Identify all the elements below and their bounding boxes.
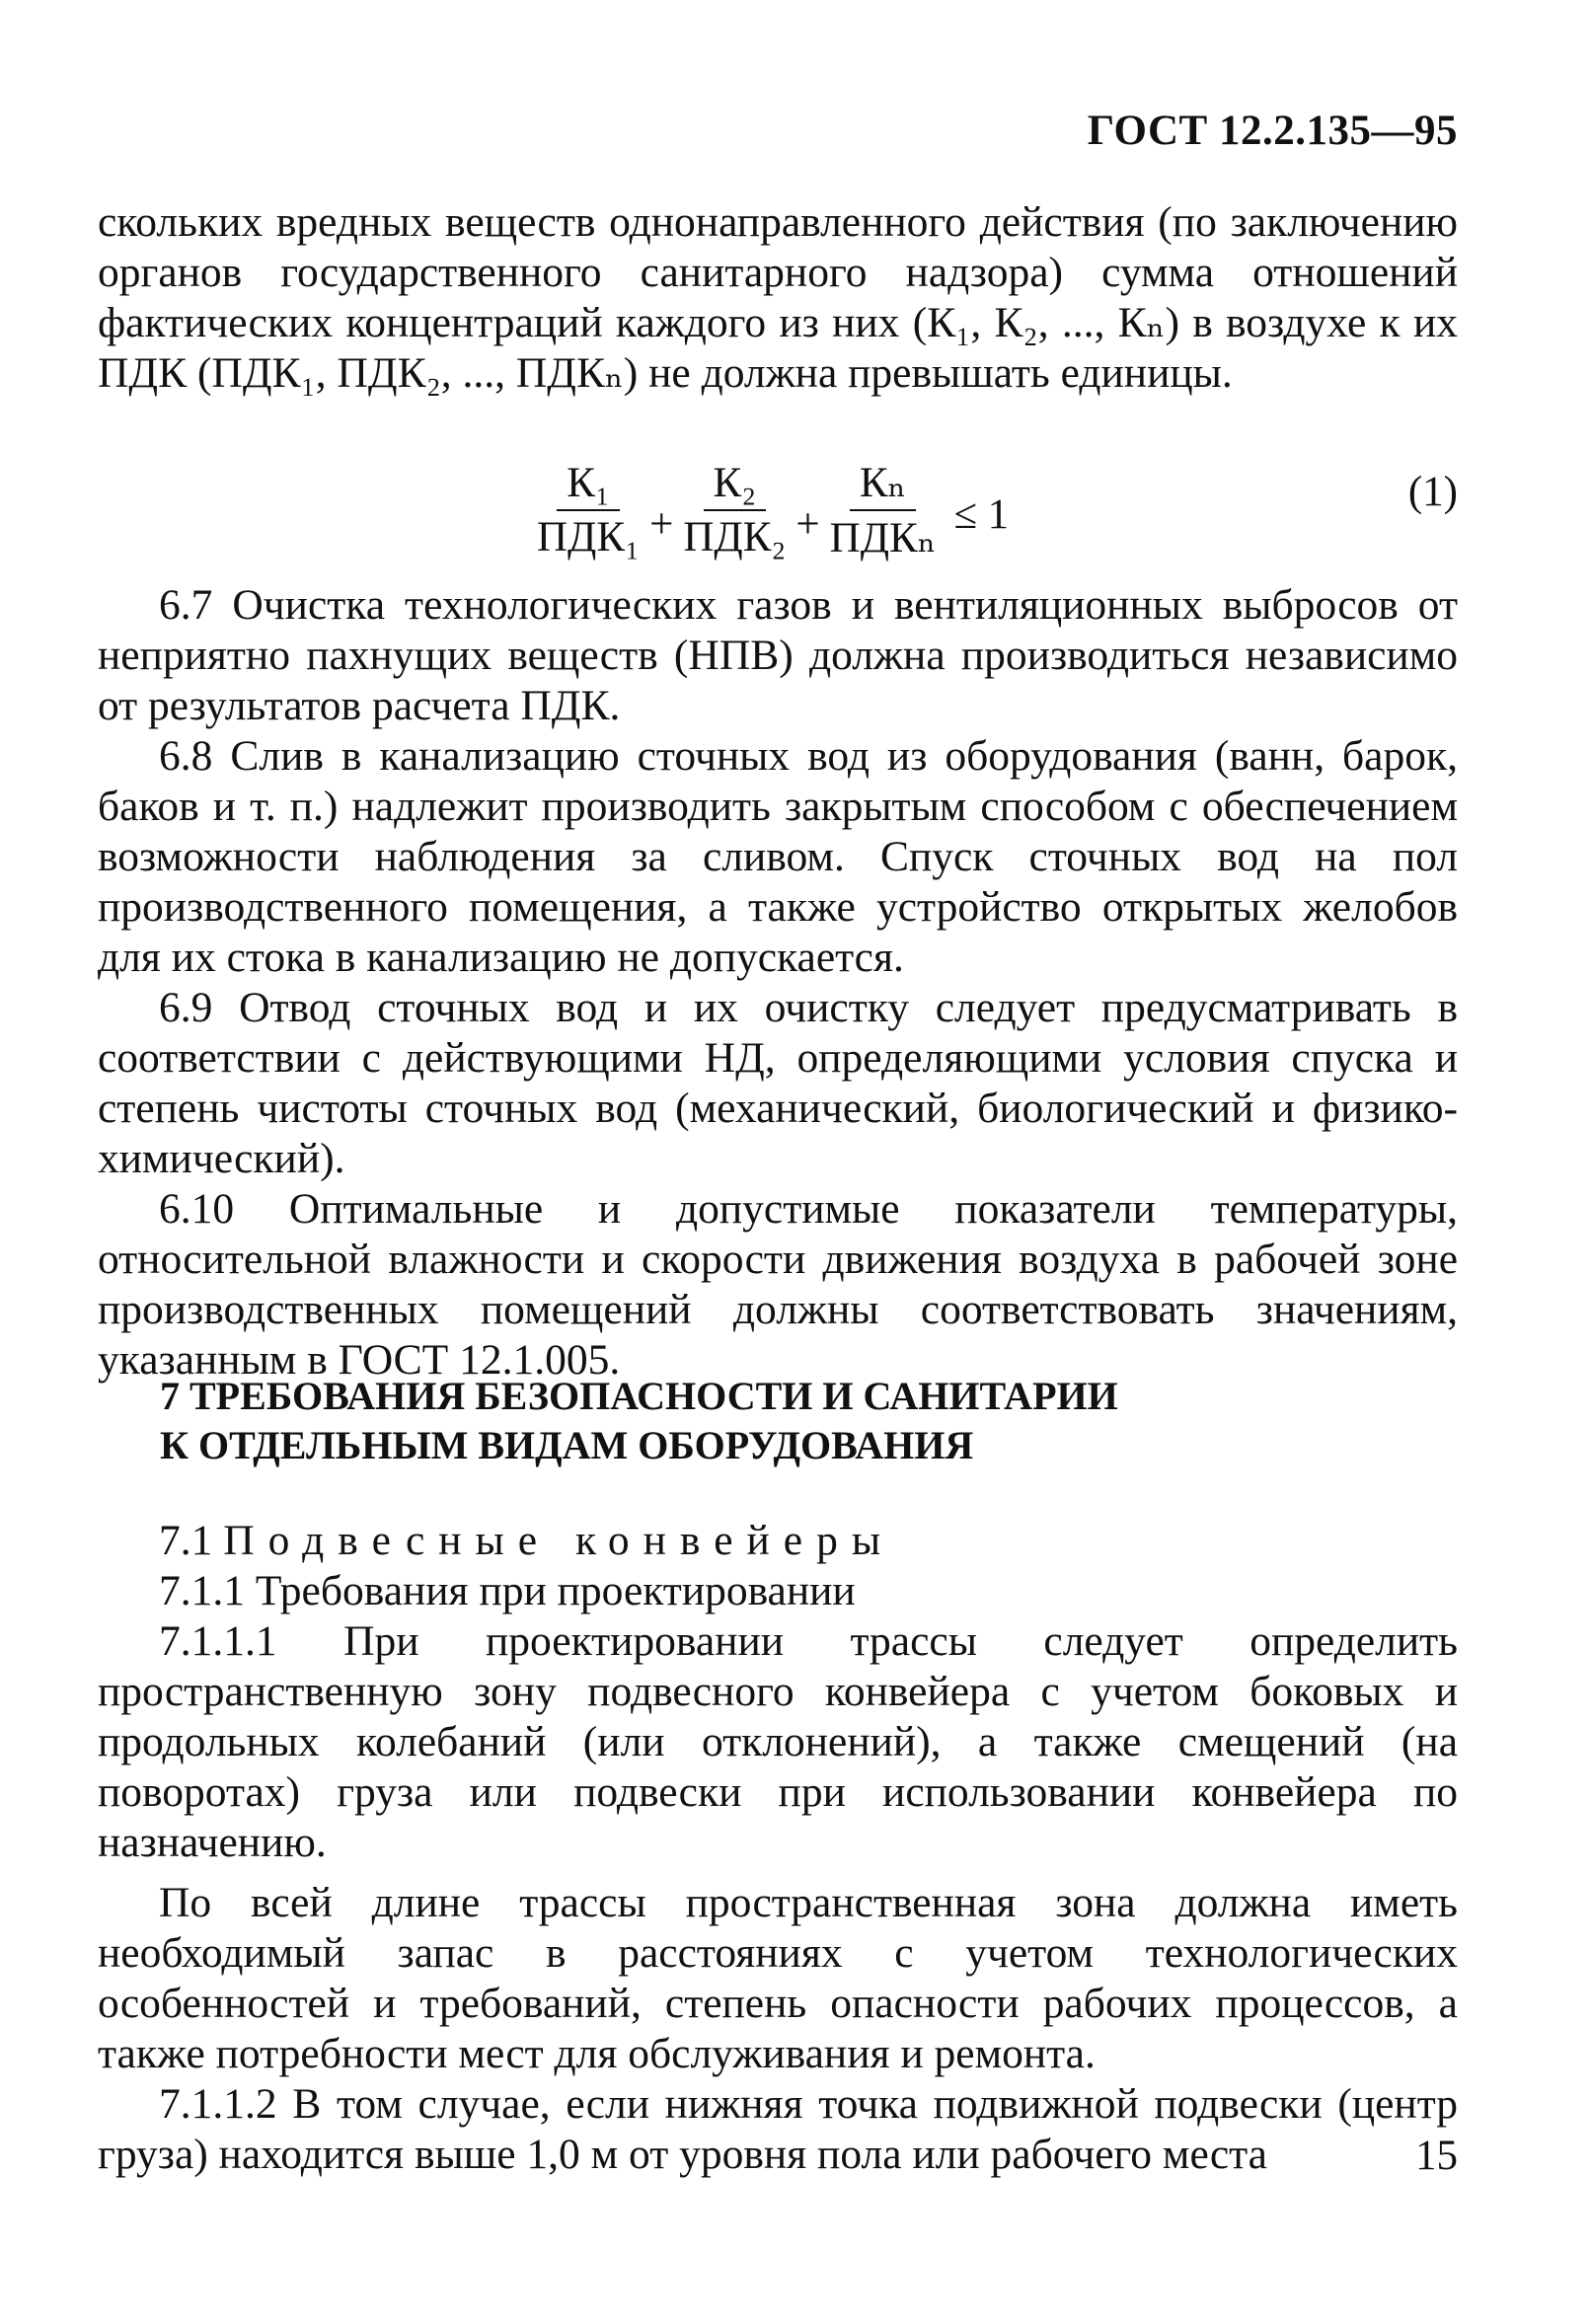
formula-number: (1) (1407, 469, 1458, 515)
page-number: 15 (1415, 2133, 1458, 2179)
subsection-7-1-number: 7.1 (159, 1517, 213, 1564)
intro-paragraph: скольких вредных веществ однонаправленного действия (по заключению органов государственного санитарного надзора) сумма отношений фактических концентраций каждого из них (К₁, К₂, ..., Кₙ) в воздухе к их ПДК (ПДК₁, ПДК₂, ..., ПДКₙ) не должна превышать единицы. (98, 198, 1458, 397)
formula-numerator-2: К₂ (704, 459, 767, 511)
formula-plus-2: + (795, 500, 820, 548)
formula-term-2 (679, 459, 790, 562)
paragraph-6-9: 6.9 Отвод сточных вод и их очистку следует предусматривать в соответствии с действующими НД, определяющими условия спуска и степень чистоты сточных вод (механический, биологический и физико-химический). (98, 984, 1458, 1182)
paragraph-6-8: 6.8 Слив в канализацию сточных вод из оборудования (ванн, барок, баков и т. п.) надлежит производить закрытым способом с обеспечением возможности наблюдения за сливом. Спуск сточных вод на пол производственного помещения, а также устройство открытых желобов для их стока в канализацию не допускается. (98, 732, 1458, 981)
subsection-7-1 (98, 1516, 1458, 1566)
document-code-header: ГОСТ 12.2.135—95 (1087, 108, 1458, 154)
paragraph-7-1-1-2: 7.1.1.2 В том случае, если нижняя точка подвижной подвески (центр груза) находится выше 1,0 м от уровня пола или рабочего места (98, 2080, 1458, 2178)
formula-term-1 (533, 459, 644, 562)
formula-plus-1: + (649, 500, 674, 548)
formula-denominator-2: ПДК₂ (683, 514, 787, 561)
formula-denominator-3: ПДКₙ (829, 515, 937, 562)
section-7-heading-line2: К ОТДЕЛЬНЫМ ВИДАМ ОБОРУДОВАНИЯ (160, 1423, 974, 1467)
formula-numerator-3: Кₙ (850, 458, 916, 511)
paragraph-6-10: 6.10 Оптимальные и допустимые показатели температуры, относительной влажности и скорости движения воздуха в рабочей зоне производственных помещений должны соответствовать значениям, указанным в ГОСТ 12.1.005. (98, 1185, 1458, 1384)
formula-numerator-1: К₁ (557, 459, 620, 511)
intro-paragraph-block (98, 197, 1458, 399)
paragraph-6-7: 6.7 Очистка технологических газов и вентиляционных выбросов от неприятно пахнущих веществ (НПВ) должна производиться независимо от результатов расчета ПДК. (98, 581, 1458, 729)
section7-body (98, 1516, 1458, 2180)
paragraph-7-1-1-1: 7.1.1.1 При проектировании трассы следует определить пространственную зону подвесного конвейера с учетом боковых и продольных колебаний (или отклонений), а также смещений (на поворотах) груза или подвески при использовании конвейера по назначению. (98, 1617, 1458, 1866)
formula-sum-ratios (533, 456, 1009, 564)
formula-denominator-1: ПДК₁ (537, 514, 641, 561)
formula-relation: ≤ 1 (953, 490, 1010, 538)
paragraph-zone-requirements: По всей длине трассы пространственная зона должна иметь необходимый запас в расстояниях с учетом технологических особенностей и требований, степень опасности рабочих процессов, а также потребности мест для обслуживания и ремонта. (98, 1879, 1458, 2077)
subsection-7-1-title: Подвесные конвейеры (223, 1517, 895, 1564)
formula-term-3 (826, 458, 941, 562)
section6-paragraphs (98, 580, 1458, 1386)
section-7-heading-line1: 7 ТРЕБОВАНИЯ БЕЗОПАСНОСТИ И САНИТАРИИ (160, 1374, 1118, 1418)
subsection-7-1-1: 7.1.1 Требования при проектировании (159, 1567, 856, 1614)
section-7-heading (160, 1372, 1118, 1470)
